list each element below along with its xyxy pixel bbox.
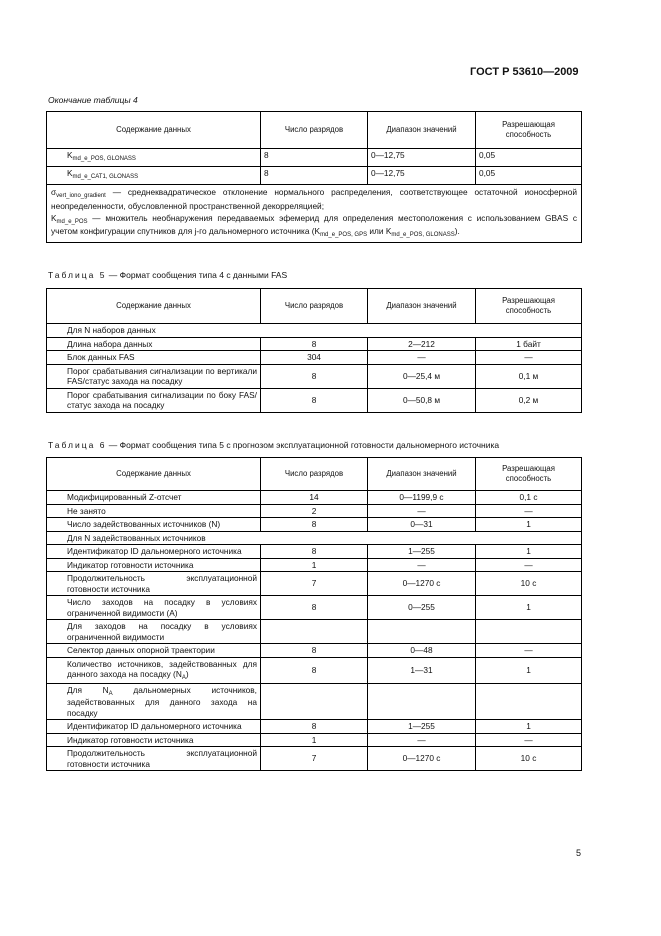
group-cell: Для N задействованных источников: [47, 531, 261, 545]
data-cell: Селектор данных опорной траектории: [47, 644, 261, 658]
data-cell: 8: [261, 657, 368, 683]
data-cell: 7: [261, 747, 368, 771]
header-cell: Число разрядов: [261, 289, 368, 324]
header-cell: Разрешающая способность: [476, 458, 582, 491]
table-row: [47, 504, 582, 518]
data-cell: 1—255: [368, 720, 476, 734]
data-cell: —: [476, 644, 582, 658]
table5-header-row: [47, 289, 582, 324]
data-cell: Для заходов на посадку в условиях ограниченной видимости: [47, 620, 261, 644]
header-cell: Число разрядов: [261, 458, 368, 491]
data-cell: 1: [261, 733, 368, 747]
table-row: [47, 491, 582, 505]
data-cell: 0—1270 с: [368, 747, 476, 771]
table-row: [47, 388, 582, 412]
data-cell: $K_{md\_e\_POS, GLONASS}$: [47, 149, 261, 167]
header-cell: Разрешающая способность: [476, 112, 582, 149]
data-cell: Продолжительность эксплуатационной готовности источника: [47, 572, 261, 596]
table-row: [47, 545, 582, 559]
data-cell: Для $N_A$ дальномерных источников, задействованных для данного захода на посадку: [47, 683, 261, 720]
table4-header-row: [47, 112, 582, 149]
table-row: [47, 324, 582, 338]
data-cell: —: [476, 351, 582, 365]
table4: [46, 111, 582, 243]
data-cell: 0,05: [476, 167, 582, 185]
table-row: [47, 683, 582, 720]
data-cell: 304: [261, 351, 368, 365]
data-cell: 1: [476, 720, 582, 734]
data-cell: Число задействованных источников (N): [47, 518, 261, 532]
data-cell: 1—255: [368, 545, 476, 559]
data-cell: 0—48: [368, 644, 476, 658]
table6-caption: Таблица 6 — Формат сообщения типа 5 с прогнозом эксплуатационной готовности дальномерного источника: [48, 440, 500, 450]
group-cell: Для N наборов данных: [47, 324, 261, 338]
table4-note-row: [47, 185, 582, 243]
header-cell: Содержание данных: [47, 112, 261, 149]
data-cell: 7: [261, 572, 368, 596]
empty-cell: [261, 324, 582, 338]
header-cell: Диапазон значений: [368, 289, 476, 324]
data-cell: 1—31: [368, 657, 476, 683]
data-cell: 0—25,4 м: [368, 364, 476, 388]
data-cell: 8: [261, 388, 368, 412]
data-cell: Модифицированный Z-отсчет: [47, 491, 261, 505]
header-cell: Разрешающая способность: [476, 289, 582, 324]
table-row: [47, 351, 582, 365]
data-cell: 0—31: [368, 518, 476, 532]
data-cell: 0—1199,9 с: [368, 491, 476, 505]
data-cell: Индикатор готовности источника: [47, 558, 261, 572]
data-cell: Порог срабатывания сигнализации по боку FAS/статус захода на посадку: [47, 388, 261, 412]
table-row: [47, 518, 582, 532]
data-cell: [368, 620, 476, 644]
data-cell: [368, 683, 476, 720]
data-cell: —: [368, 351, 476, 365]
table5: [46, 288, 582, 413]
data-cell: [261, 683, 368, 720]
data-cell: 8: [261, 720, 368, 734]
data-cell: [261, 620, 368, 644]
table-row: [47, 596, 582, 620]
table-row: [47, 733, 582, 747]
data-cell: 0—50,8 м: [368, 388, 476, 412]
data-cell: 8: [261, 364, 368, 388]
empty-cell: [261, 531, 582, 545]
table-row: [47, 167, 582, 185]
data-cell: 8: [261, 545, 368, 559]
table-row: [47, 720, 582, 734]
header-cell: Диапазон значений: [368, 112, 476, 149]
data-cell: [476, 683, 582, 720]
data-cell: Идентификатор ID дальномерного источника: [47, 545, 261, 559]
data-cell: Не занято: [47, 504, 261, 518]
table-row: [47, 747, 582, 771]
data-cell: —: [368, 558, 476, 572]
data-cell: 8: [261, 337, 368, 351]
data-cell: Продолжительность эксплуатационной готовности источника: [47, 747, 261, 771]
data-cell: Блок данных FAS: [47, 351, 261, 365]
data-cell: 10 с: [476, 747, 582, 771]
data-cell: —: [368, 504, 476, 518]
data-cell: —: [476, 558, 582, 572]
data-cell: 0,2 м: [476, 388, 582, 412]
data-cell: 2—212: [368, 337, 476, 351]
data-cell: 0—255: [368, 596, 476, 620]
table-row: [47, 337, 582, 351]
data-cell: 0,1 м: [476, 364, 582, 388]
data-cell: 8: [261, 596, 368, 620]
data-cell: —: [368, 733, 476, 747]
data-cell: Число заходов на посадку в условиях ограниченной видимости (A): [47, 596, 261, 620]
table-row: [47, 657, 582, 683]
table-row: [47, 531, 582, 545]
data-cell: 10 с: [476, 572, 582, 596]
data-cell: 8: [261, 518, 368, 532]
table-row: [47, 620, 582, 644]
data-cell: 8: [261, 644, 368, 658]
data-cell: 8: [261, 149, 368, 167]
data-cell: Идентификатор ID дальномерного источника: [47, 720, 261, 734]
table6-header-row: [47, 458, 582, 491]
table4-note: $\sigma_{vert\_iono\_gradient}$ — среднеквадратическое отклонение нормального распределения, соответствующее остаточной ионосферной неопределенности, обусловленной пространственной декорреляцией; $K_{md\_e\_POS}$ — множитель необнаружения передаваемых эфемерид для определения местоположения с использованием GBAS с учетом конфигурации спутников для j-го дальномерного источника ($K_{md\_e\_POS, GPS}$ или $K_{md\_e\_POS, GLONASS}$).: [47, 185, 582, 243]
table-row: [47, 149, 582, 167]
table-row: [47, 572, 582, 596]
table6: [46, 457, 582, 771]
data-cell: Индикатор готовности источника: [47, 733, 261, 747]
data-cell: Порог срабатывания сигнализации по вертикали FAS/статус захода на посадку: [47, 364, 261, 388]
data-cell: 1: [476, 596, 582, 620]
data-cell: 14: [261, 491, 368, 505]
header-cell: Содержание данных: [47, 458, 261, 491]
data-cell: 1: [476, 545, 582, 559]
data-cell: —: [476, 733, 582, 747]
header-cell: Диапазон значений: [368, 458, 476, 491]
table-row: [47, 364, 582, 388]
table-row: [47, 644, 582, 658]
data-cell: 1: [261, 558, 368, 572]
data-cell: 0—12,75: [368, 149, 476, 167]
data-cell: 0,1 с: [476, 491, 582, 505]
standard-number: ГОСТ Р 53610—2009: [470, 66, 579, 78]
header-cell: Число разрядов: [261, 112, 368, 149]
data-cell: 1 байт: [476, 337, 582, 351]
page-number: 5: [576, 848, 582, 858]
data-cell: 1: [476, 657, 582, 683]
header-cell: Содержание данных: [47, 289, 261, 324]
data-cell: 1: [476, 518, 582, 532]
table-row: [47, 558, 582, 572]
data-cell: $K_{md\_e\_CAT1, GLONASS}$: [47, 167, 261, 185]
data-cell: Длина набора данных: [47, 337, 261, 351]
table4-caption: Окончание таблицы 4: [48, 95, 138, 105]
table5-caption: Таблица 5 — Формат сообщения типа 4 с данными FAS: [48, 270, 288, 280]
data-cell: [476, 620, 582, 644]
data-cell: 8: [261, 167, 368, 185]
data-cell: 0—12,75: [368, 167, 476, 185]
data-cell: —: [476, 504, 582, 518]
data-cell: Количество источников, задействованных для данного захода на посадку $(N_A)$: [47, 657, 261, 683]
data-cell: 0—1270 с: [368, 572, 476, 596]
data-cell: 2: [261, 504, 368, 518]
data-cell: 0,05: [476, 149, 582, 167]
